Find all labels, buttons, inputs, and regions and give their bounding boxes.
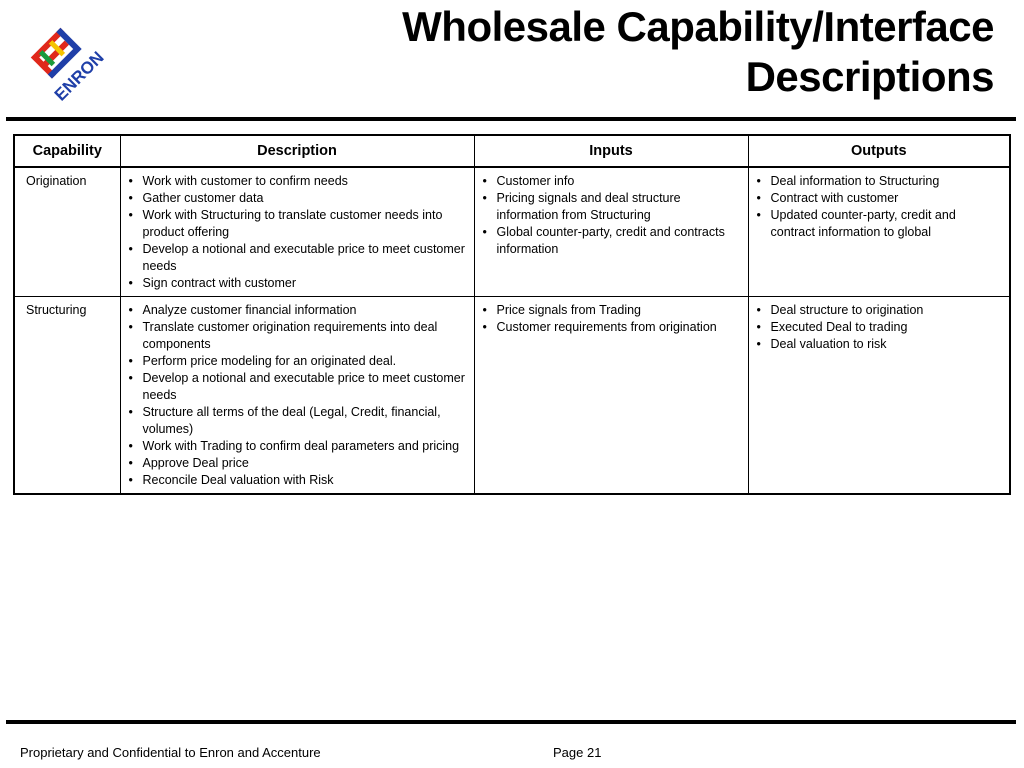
list-item: • Executed Deal to trading bbox=[749, 319, 1004, 336]
table-row bbox=[14, 167, 1010, 297]
outputs-cell bbox=[748, 297, 1010, 495]
list-item: • Work with Structuring to translate customer needs into product offering bbox=[121, 207, 468, 241]
capability-table bbox=[13, 134, 1009, 495]
list-item: • Deal structure to origination bbox=[749, 302, 1004, 319]
list-item: • Price signals from Trading bbox=[475, 302, 742, 319]
title-line-2: Descriptions bbox=[745, 53, 994, 100]
list-item: • Approve Deal price bbox=[121, 455, 468, 472]
list-item: • Contract with customer bbox=[749, 190, 1004, 207]
list-item: • Customer requirements from origination bbox=[475, 319, 742, 336]
list-item: • Global counter-party, credit and contracts information bbox=[475, 224, 742, 258]
list-item: • Translate customer origination requirements into deal components bbox=[121, 319, 468, 353]
list-item: • Work with customer to confirm needs bbox=[121, 173, 468, 190]
capability-cell: Origination bbox=[14, 167, 120, 297]
header-inputs: Inputs bbox=[474, 135, 748, 167]
list-item: • Perform price modeling for an originated deal. bbox=[121, 353, 468, 370]
header-outputs: Outputs bbox=[748, 135, 1010, 167]
list-item: • Updated counter-party, credit and contract information to global bbox=[749, 207, 1004, 241]
inputs-cell bbox=[474, 167, 748, 297]
list-item: • Structure all terms of the deal (Legal, Credit, financial, volumes) bbox=[121, 404, 468, 438]
page-title bbox=[194, 2, 994, 102]
list-item: • Customer info bbox=[475, 173, 742, 190]
header-capability: Capability bbox=[14, 135, 120, 167]
table-header-row bbox=[14, 135, 1010, 167]
logo-wordmark: ENRON bbox=[50, 47, 108, 105]
list-item: • Deal information to Structuring bbox=[749, 173, 1004, 190]
list-item: • Deal valuation to risk bbox=[749, 336, 1004, 353]
list-item: • Develop a notional and executable price to meet customer needs bbox=[121, 370, 468, 404]
list-item: • Pricing signals and deal structure information from Structuring bbox=[475, 190, 742, 224]
list-item: • Work with Trading to confirm deal parameters and pricing bbox=[121, 438, 468, 455]
title-line-1: Wholesale Capability/Interface bbox=[402, 3, 994, 50]
list-item: • Sign contract with customer bbox=[121, 275, 468, 292]
capability-cell: Structuring bbox=[14, 297, 120, 495]
header-divider bbox=[6, 117, 1016, 121]
outputs-cell bbox=[748, 167, 1010, 297]
list-item: • Reconcile Deal valuation with Risk bbox=[121, 472, 468, 489]
page-number: Page 21 bbox=[553, 745, 602, 760]
inputs-cell bbox=[474, 297, 748, 495]
header-description: Description bbox=[120, 135, 474, 167]
confidentiality-notice: Proprietary and Confidential to Enron and Accenture bbox=[20, 745, 321, 760]
description-cell bbox=[120, 297, 474, 495]
enron-logo bbox=[10, 8, 118, 114]
list-item: • Develop a notional and executable price to meet customer needs bbox=[121, 241, 468, 275]
footer-divider bbox=[6, 720, 1016, 724]
list-item: • Analyze customer financial information bbox=[121, 302, 468, 319]
list-item: • Gather customer data bbox=[121, 190, 468, 207]
table-row bbox=[14, 297, 1010, 495]
description-cell bbox=[120, 167, 474, 297]
